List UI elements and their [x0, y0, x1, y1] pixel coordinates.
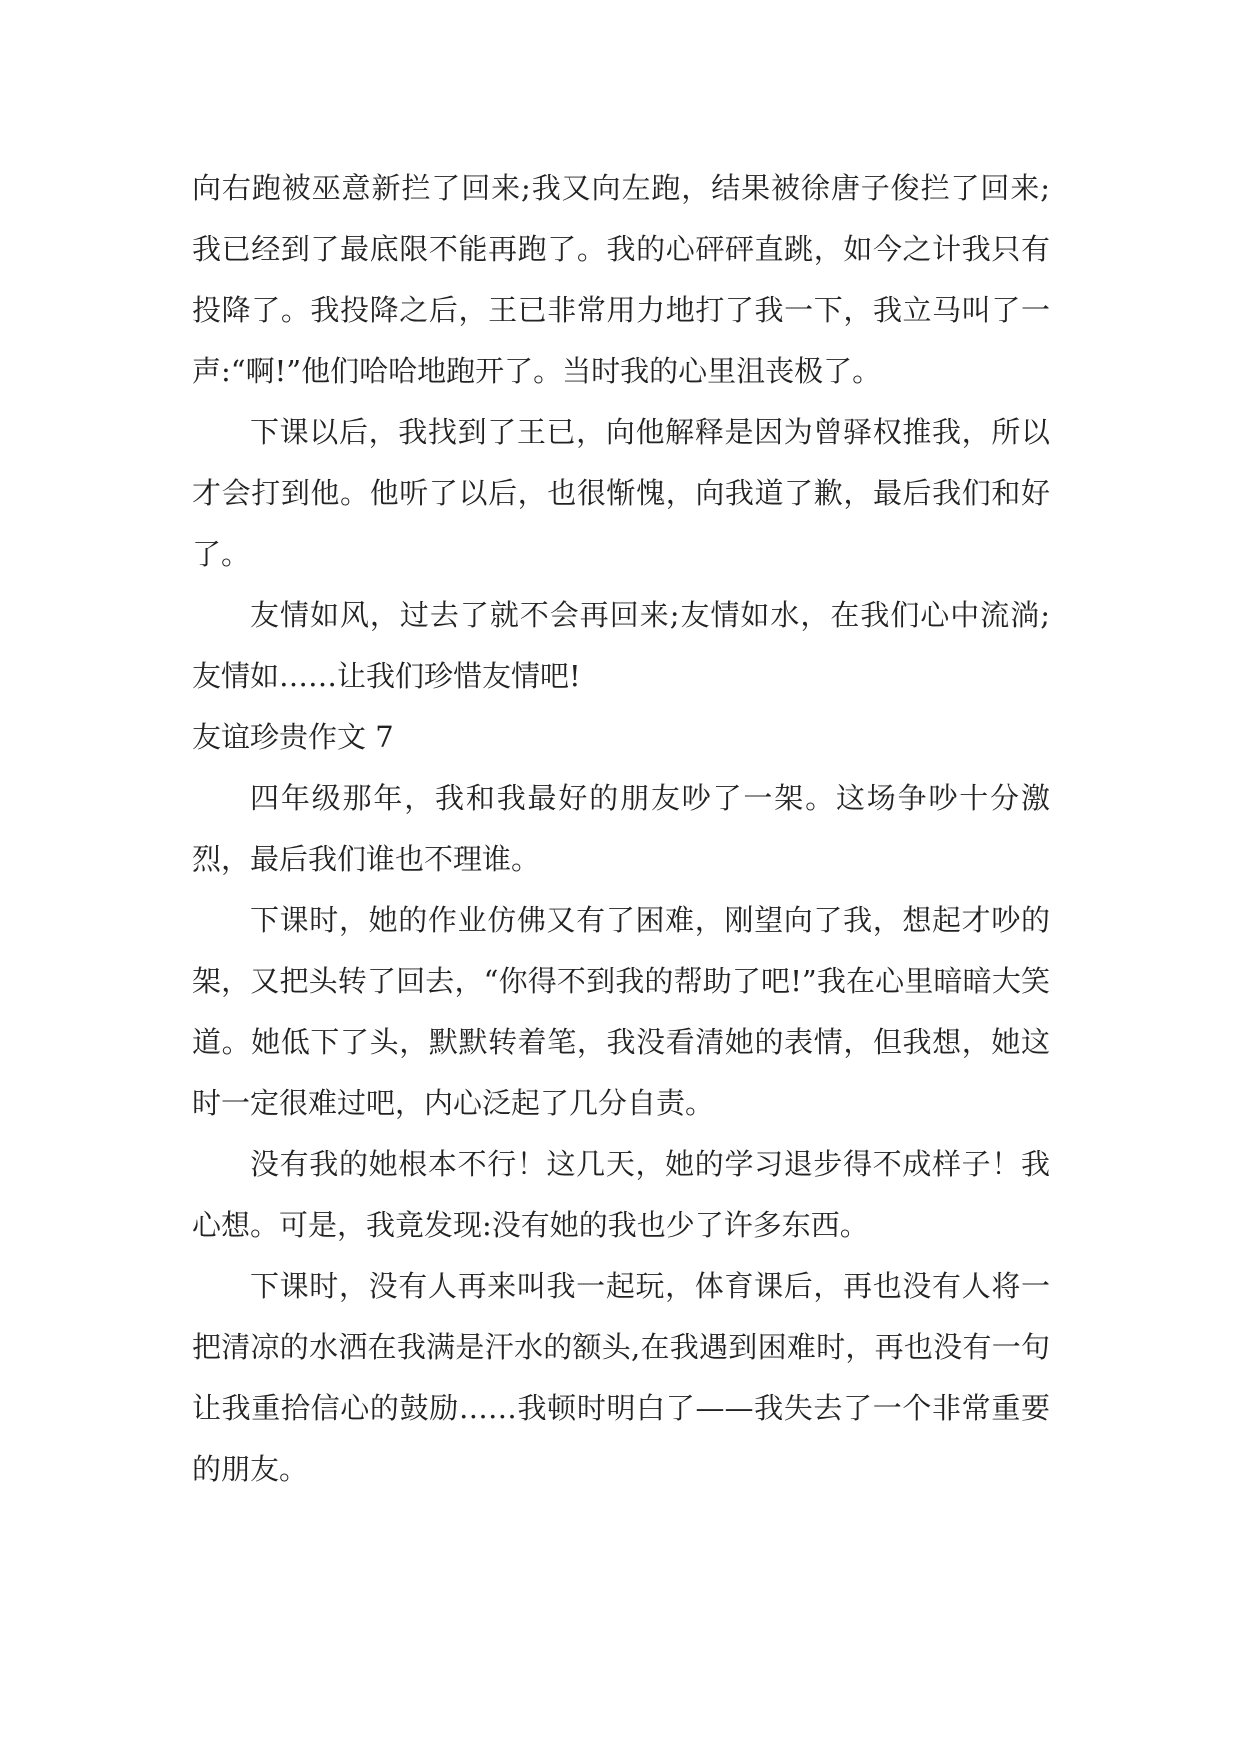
paragraph-continued: 向右跑被巫意新拦了回来;我又向左跑，结果被徐唐子俊拦了回来;我已经到了最底限不能再跑了。我的心砰砰直跳，如今之计我只有投降了。我投降之后，王已非常用力地打了我一下，我立马叫了一声:“啊!”他们哈哈地跑开了。当时我的心里沮丧极了。 — [192, 171, 1050, 388]
document-body — [192, 158, 1050, 1500]
paragraph: 没有我的她根本不行！这几天，她的学习退步得不成样子！我心想。可是，我竟发现:没有她的我也少了许多东西。 — [192, 1147, 1050, 1242]
paragraph: 友情如风，过去了就不会再回来;友情如水，在我们心中流淌;友情如……让我们珍惜友情吧! — [192, 598, 1050, 693]
paragraph: 下课时，没有人再来叫我一起玩，体育课后，再也没有人将一把清凉的水洒在我满是汗水的额头,在我遇到困难时，再也没有一句让我重拾信心的鼓励……我顿时明白了——我失去了一个非常重要的朋友。 — [192, 1269, 1050, 1486]
section-title: 友谊珍贵作文 7 — [192, 720, 394, 754]
paragraph: 四年级那年，我和我最好的朋友吵了一架。这场争吵十分激烈，最后我们谁也不理谁。 — [192, 781, 1050, 876]
paragraph: 下课以后，我找到了王已，向他解释是因为曾驿权推我，所以才会打到他。他听了以后，也很惭愧，向我道了歉，最后我们和好了。 — [192, 415, 1050, 571]
paragraph: 下课时，她的作业仿佛又有了困难，刚望向了我，想起才吵的架，又把头转了回去，“你得不到我的帮助了吧!”我在心里暗暗大笑道。她低下了头，默默转着笔，我没看清她的表情，但我想，她这时一定很难过吧，内心泛起了几分自责。 — [192, 903, 1050, 1120]
